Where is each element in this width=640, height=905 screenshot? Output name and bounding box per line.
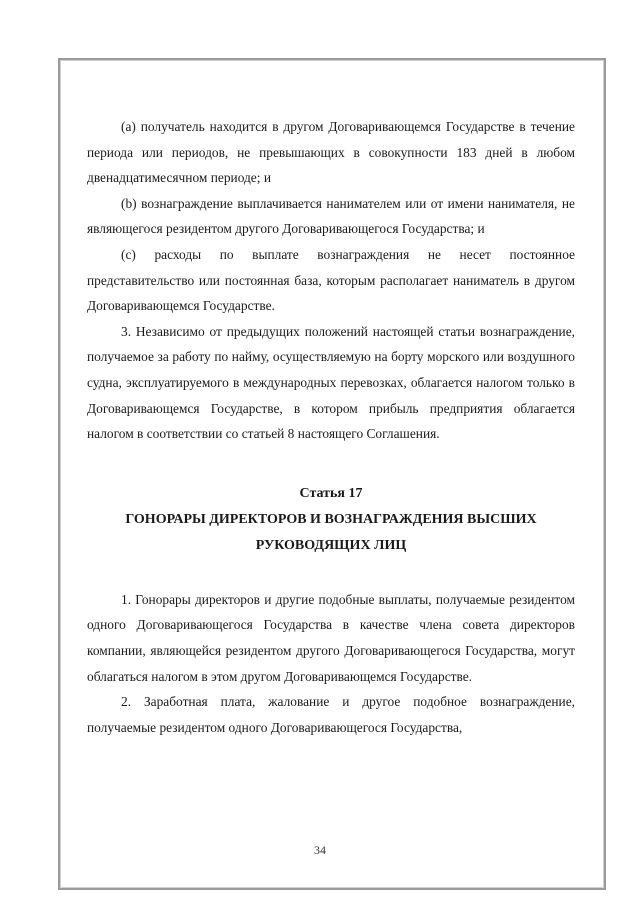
- paragraph-c: (c) расходы по выплате вознаграждения не несет постоянное представительство или постоянная база, которым располагает наниматель в другом Договаривающемся Государстве.: [87, 246, 575, 314]
- spacer: [87, 447, 575, 481]
- paragraph-a: (a) получатель находится в другом Договаривающемся Государстве в течение периода или периодов, не превышающих в совокупности 183 дней в любом двенадцатимесячном периоде; и: [87, 119, 575, 186]
- article-number: Статья 17: [299, 485, 363, 501]
- spacer: [87, 559, 575, 587]
- article-paragraph-1: 1. Гонорары директоров и другие подобные выплаты, получаемые резидентом одного Договаривающегося Государства в качестве члена совета директоров компании, являющейся резидентом другого Договаривающегося Государства, могут облагаться налогом в этом другом Договаривающемся Государстве.: [87, 591, 575, 684]
- article-paragraph-2: 2. Заработная плата, жалование и другое подобное вознаграждение, получаемые резидентом одного Договаривающегося Государства,: [87, 694, 575, 735]
- document-body: [87, 114, 575, 740]
- page-number: 34: [314, 843, 326, 857]
- paragraph-3: 3. Независимо от предыдущих положений настоящей статьи вознаграждение, получаемое за работу по найму, осуществляемую на борту морского или воздушного судна, эксплуатируемого в международных перевозках, облагается налогом только в Договаривающемся Государстве, в котором прибыль предприятия облагается налогом в соответствии со статьей 8 настоящего Соглашения.: [87, 323, 575, 442]
- paragraph-b: (b) вознаграждение выплачивается нанимателем или от имени нанимателя, не являющегося резидентом другого Договаривающегося Государства; и: [87, 195, 575, 237]
- article-title: ГОНОРАРЫ ДИРЕКТОРОВ И ВОЗНАГРАЖДЕНИЯ ВЫСШИХ РУКОВОДЯЩИХ ЛИЦ: [125, 511, 537, 553]
